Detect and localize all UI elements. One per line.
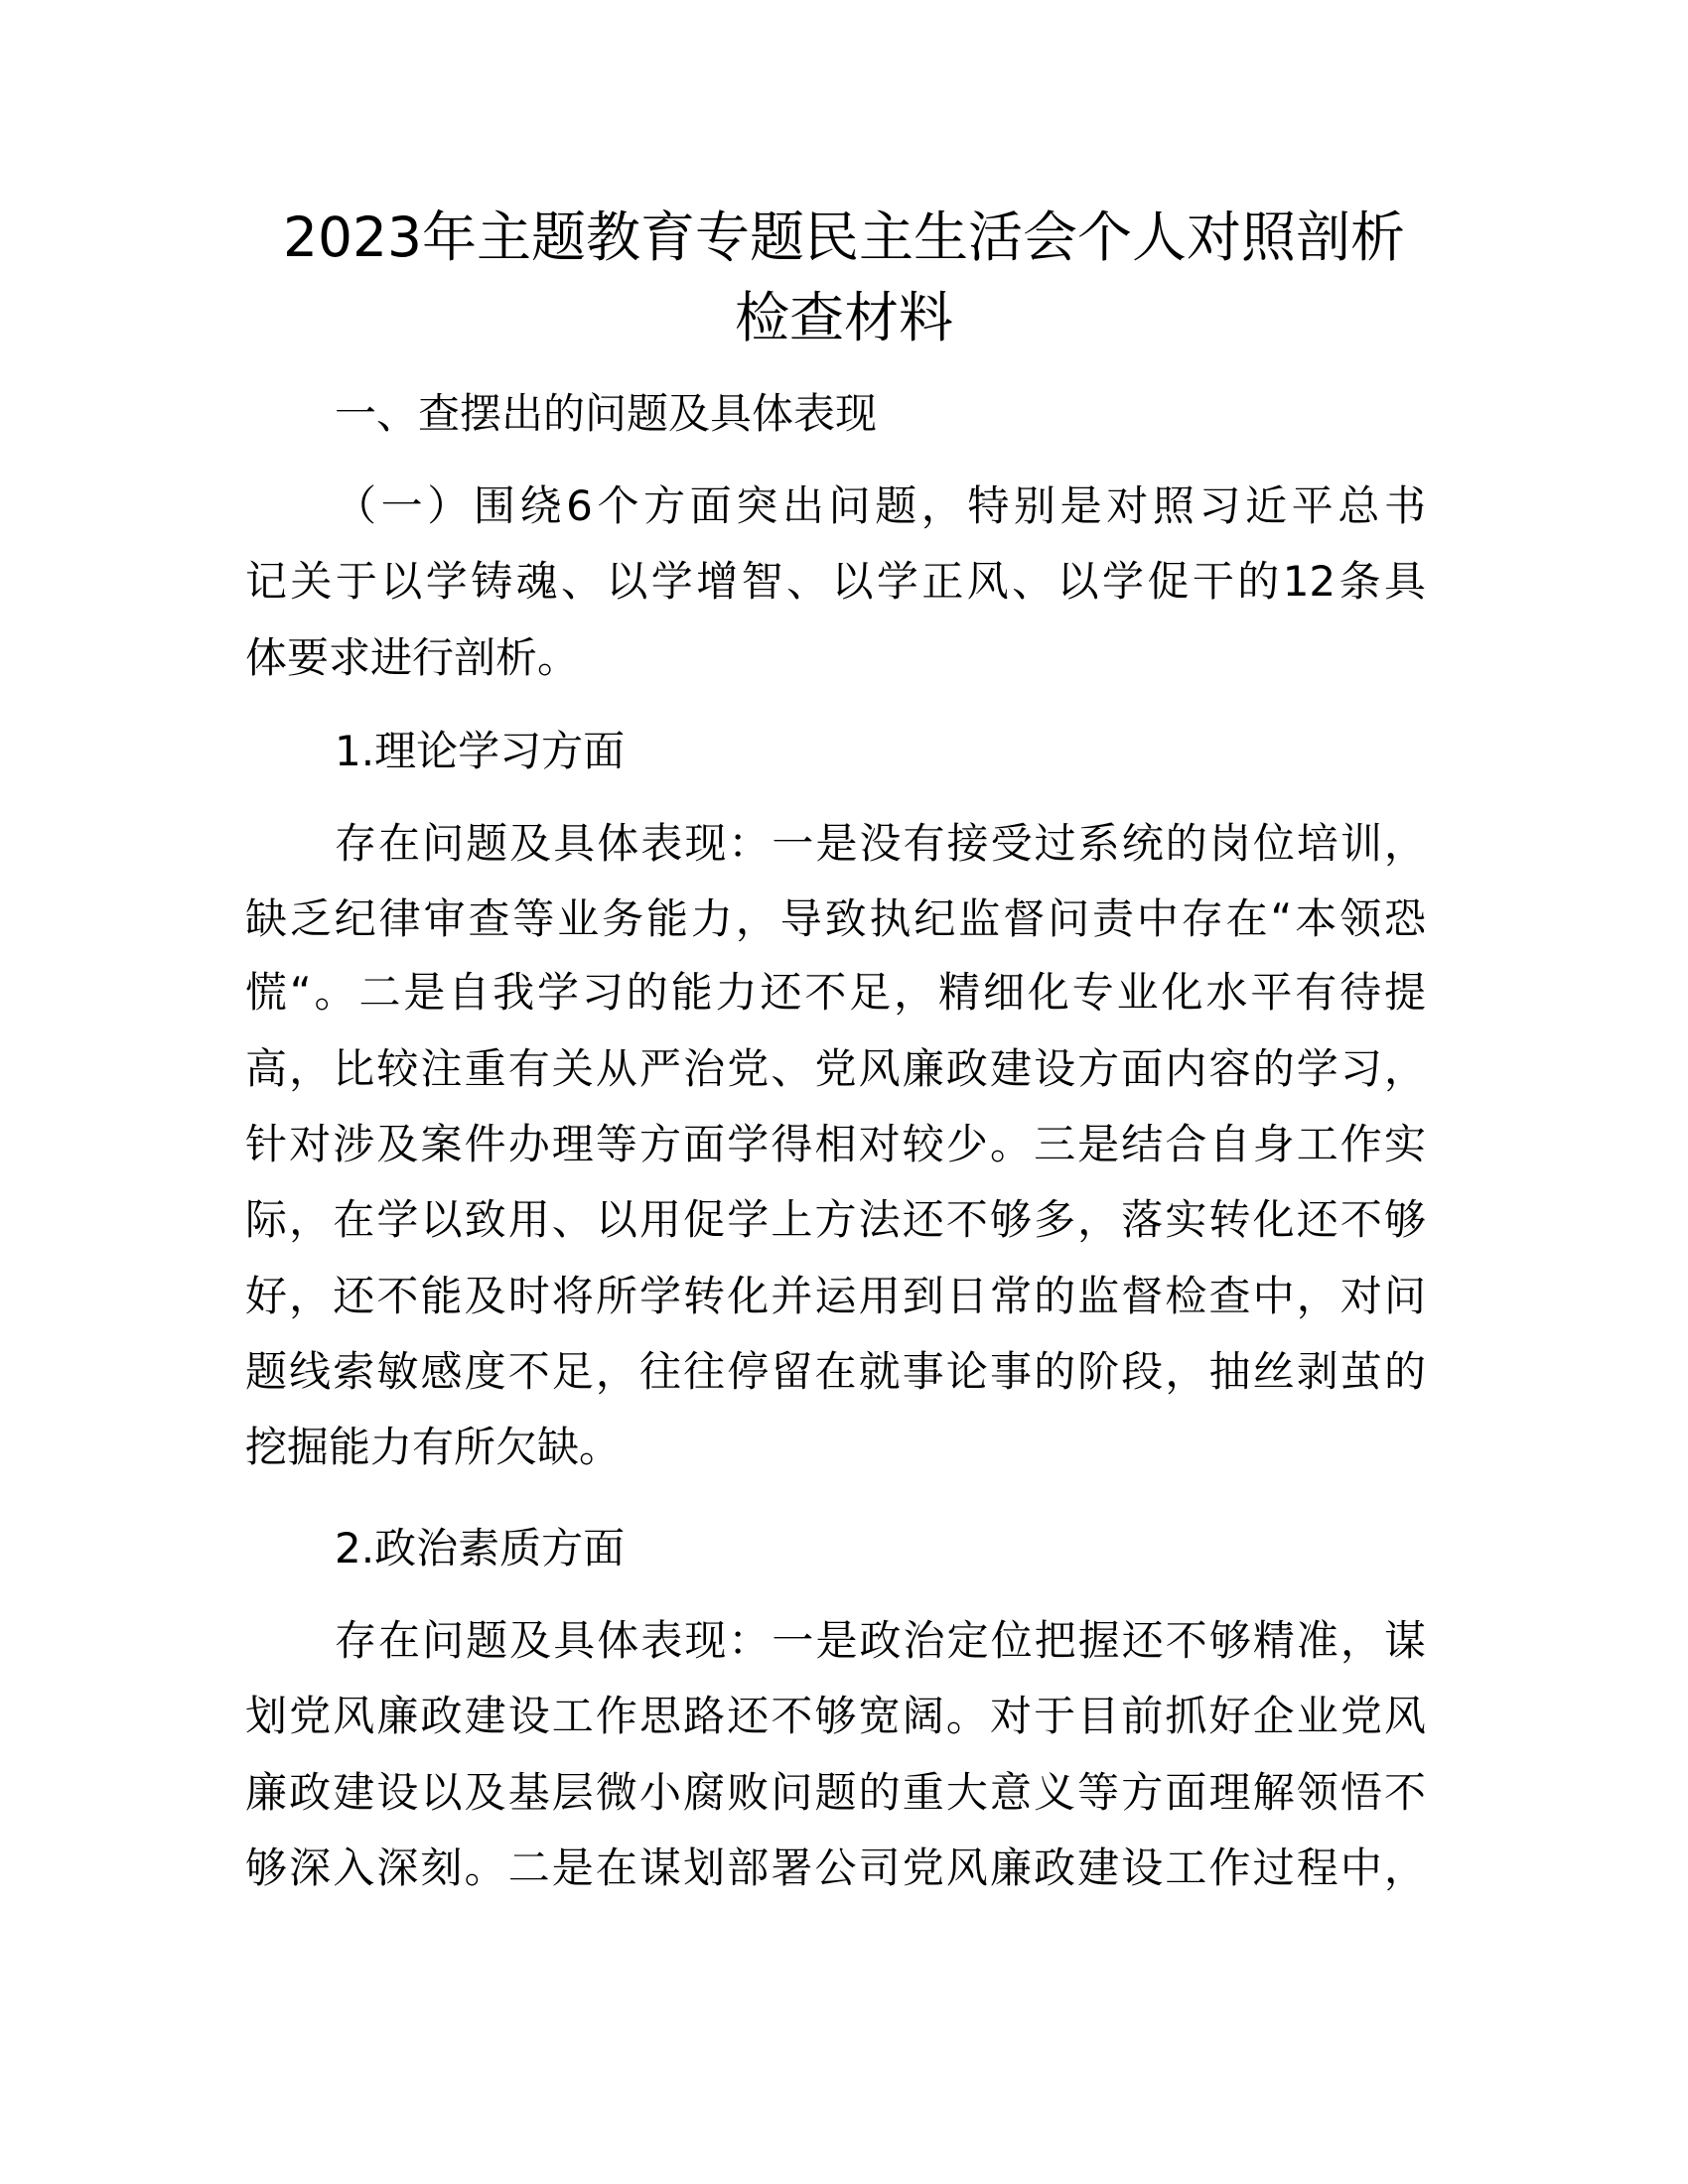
paragraph-line: 际，在学以致用、以用促学上方法还不够多，落实转化还不够 (245, 1195, 1426, 1244)
intro-line: 体要求进行剖析。 (245, 633, 580, 682)
paragraph-line: 存在问题及具体表现：一是没有接受过系统的岗位培训， (335, 819, 1426, 868)
paragraph-line: 高，比较注重有关从严治党、党风廉政建设方面内容的学习， (245, 1044, 1426, 1093)
intro-line: （一）围绕6个方面突出问题，特别是对照习近平总书 (335, 481, 1426, 530)
paragraph-line: 划党风廉政建设工作思路还不够宽阔。对于目前抓好企业党风 (245, 1692, 1426, 1740)
paragraph-line: 挖掘能力有所欠缺。 (245, 1423, 622, 1471)
paragraph-line: 慌“。二是自我学习的能力还不足，精细化专业化水平有待提 (245, 968, 1426, 1017)
paragraph-line: 存在问题及具体表现：一是政治定位把握还不够精准，谋 (335, 1616, 1426, 1665)
document-title-line-2: 检查材料 (734, 286, 953, 349)
paragraph-line: 题线索敏感度不足，往往停留在就事论事的阶段，抽丝剥茧的 (245, 1347, 1426, 1396)
document-title-line-1: 2023年主题教育专题民主生活会个人对照剖析 (283, 205, 1405, 269)
section-heading: 一、查摆出的问题及具体表现 (335, 389, 878, 438)
subsection-heading-1: 1.理论学习方面 (335, 727, 626, 775)
paragraph-line: 针对涉及案件办理等方面学得相对较少。三是结合自身工作实 (245, 1120, 1426, 1168)
subsection-heading-2: 2.政治素质方面 (335, 1524, 626, 1572)
paragraph-line: 够深入深刻。二是在谋划部署公司党风廉政建设工作过程中， (245, 1843, 1426, 1892)
intro-line: 记关于以学铸魂、以学增智、以学正风、以学促干的12条具 (245, 557, 1426, 606)
paragraph-line: 缺乏纪律审查等业务能力，导致执纪监督问责中存在“本领恐 (245, 894, 1426, 943)
paragraph-line: 好，还不能及时将所学转化并运用到日常的监督检查中，对问 (245, 1272, 1426, 1320)
paragraph-line: 廉政建设以及基层微小腐败问题的重大意义等方面理解领悟不 (245, 1768, 1426, 1817)
